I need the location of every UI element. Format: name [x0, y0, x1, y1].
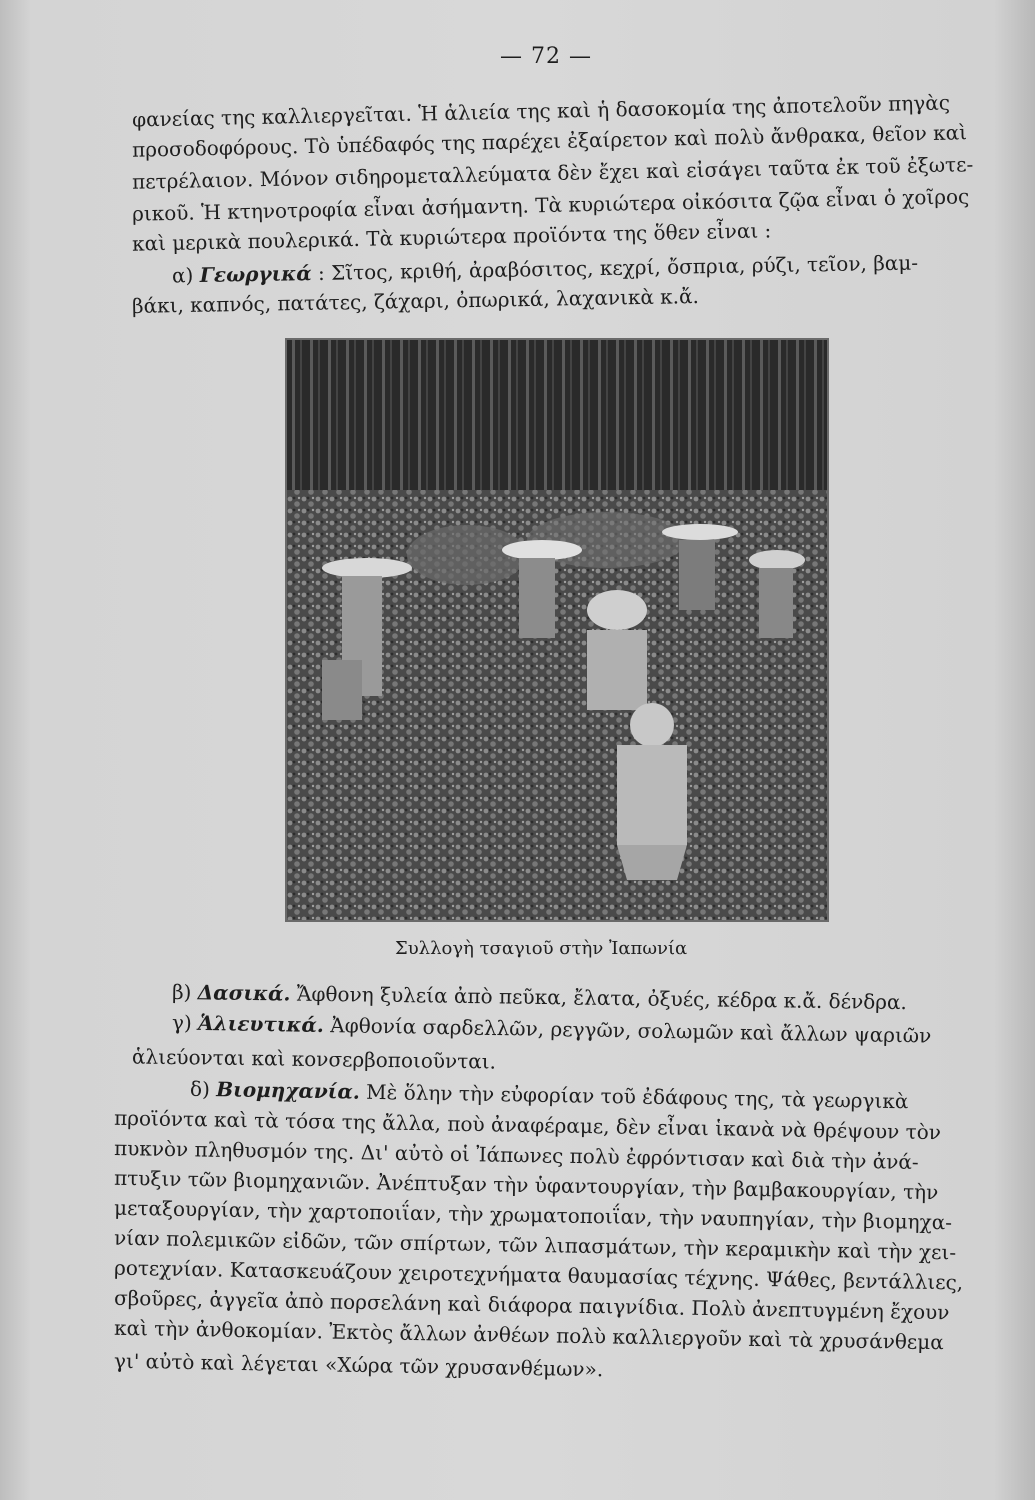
tea-picking-photo	[285, 338, 829, 922]
item-c-continuation: ἁλιεύονται καὶ κονσερβοποιοῦνται.	[131, 1044, 497, 1074]
text-line: φανείας της καλλιεργεῖται. Ἡ ἁλιεία της καὶ ἡ δασοκομία της ἀποτελοῦν πηγὰς	[131, 90, 951, 132]
photo-caption: Συλλογὴ τσαγιοῦ στὴν Ἰαπωνία	[395, 938, 688, 959]
item-c-heading: Ἁλιευτικά.	[197, 1010, 325, 1038]
item-a-line	[172, 249, 918, 288]
text-line: ροτεχνίαν. Κατασκευάζουν χειροτεχνήματα θαυμασίας τέχνης. Ψάθες, βεντάλλιες,	[113, 1255, 964, 1295]
item-c-line	[172, 1009, 932, 1048]
item-b-marker: β)	[171, 979, 192, 1005]
text-line: προϊόντα καὶ τὰ τόσα της ἄλλα, ποὺ ἀναφέραμε, δὲν εἶναι ἱκανὰ νὰ θρέψουν τὸν	[113, 1105, 942, 1145]
item-b-text: Ἄφθονη ξυλεία ἀπὸ πεῦκα, ἔλατα, ὀξυές, κέδρα κ.ἄ. δένδρα.	[296, 981, 908, 1015]
item-c-marker: γ)	[171, 1010, 193, 1035]
item-c-text: Ἀφθονία σαρδελλῶν, ρεγγῶν, σολωμῶν καὶ ἄλλων ψαριῶν	[330, 1013, 932, 1048]
item-a-marker: α)	[171, 263, 194, 288]
text-line: καὶ μερικὰ πουλερικά. Τὰ κυριώτερα προϊόντα της ὅθεν εἶναι :	[131, 218, 772, 256]
item-b-line	[172, 979, 907, 1015]
text-line: πυκνὸν πληθυσμόν της. Δι' αὐτὸ οἱ Ἰάπωνες πολὺ ἐφρόντισαν καὶ διὰ τὴν ἀνά-	[113, 1135, 919, 1175]
item-a-continuation: βάκι, καπνός, πατάτες, ζάχαρι, ὀπωρικά, λαχανικὰ κ.ἄ.	[131, 284, 700, 318]
text-line: καὶ τὴν ἀνθοκομίαν. Ἐκτὸς ἄλλων ἀνθέων πολὺ καλλιεργοῦν καὶ τὰ χρυσάνθεμα	[113, 1315, 944, 1355]
text-line: νίαν πολεμικῶν εἰδῶν, τῶν σπίρτων, τῶν λιπασμάτων, τὴν κεραμικὴν καὶ τὴν χει-	[113, 1225, 957, 1265]
page-number: — 72 —	[500, 44, 592, 69]
text-line: σβοῦρες, ἀγγεῖα ἀπὸ πορσελάνη καὶ διάφορα παιγνίδια. Πολὺ ἀνεπτυγμένη ἔχουν	[113, 1285, 950, 1325]
picker-figure	[587, 590, 647, 710]
text-line: πετρέλαιον. Μόνον σιδηρομεταλλεύματα δὲν ἔχει καὶ εἰσάγει ταῦτα ἐκ τοῦ ἐξωτε-	[131, 152, 974, 194]
text-line: ρικοῦ. Ἡ κτηνοτροφία εἶναι ἀσήμαντη. Τὰ κυριώτερα οἰκόσιτα ζῷα εἶναι ὁ χοῖρος	[131, 184, 970, 226]
text-line: μεταξουργίαν, τὴν χαρτοποιΐαν, τὴν χρωματοποιΐαν, τὴν ναυπηγίαν, τὴν βιομηχα-	[113, 1195, 953, 1235]
item-a-text: : Σῖτος, κριθή, ἀραβόσιτος, κεχρί, ὄσπρια, ρύζι, τεῖον, βαμ-	[317, 250, 919, 285]
item-a-heading: Γεωργικά	[199, 261, 312, 288]
item-d-text: Μὲ ὅλην τὴν εὐφορίαν τοῦ ἐδάφους της, τὰ γεωργικὰ	[365, 1079, 909, 1114]
text-line: πτυξιν τῶν βιομηχανιῶν. Ἀνέπτυξαν τὴν ὑφαντουργίαν, τὴν βαμβακουργίαν, τὴν	[113, 1165, 939, 1205]
text-line: γι' αὐτὸ καὶ λέγεται «Χώρα τῶν χρυσανθέμων».	[113, 1348, 604, 1382]
item-d-heading: Βιομηχανία.	[216, 1077, 361, 1104]
item-b-heading: Δασικά.	[197, 980, 291, 1006]
text-line: προσοδοφόρους. Τὸ ὑπέδαφός της παρέχει ἐξαίρετον καὶ πολὺ ἄνθρακα, θεῖον καὶ	[131, 120, 968, 162]
item-d-marker: δ)	[189, 1076, 211, 1102]
